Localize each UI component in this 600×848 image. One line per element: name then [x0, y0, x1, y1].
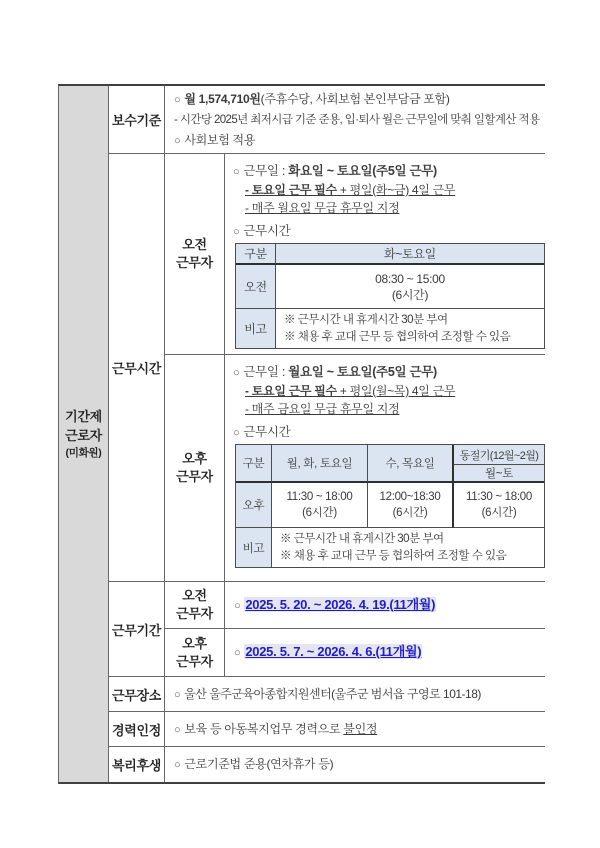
col-header-days-1: 월, 화, 토요일 [272, 445, 368, 483]
worker-type-header [59, 86, 109, 782]
info-table [58, 84, 545, 784]
period-morning-content [225, 582, 545, 628]
circle-bullet-icon: ○ [174, 688, 181, 701]
row-work-place [109, 677, 545, 712]
circle-bullet-icon: ○ [233, 367, 240, 379]
winter-days-header: 월~토 [454, 465, 544, 483]
pay-detail-line: - 시간당 2025년 최저시급 기준 준용, 입·퇴사 월은 근무일에 맞춰 일할계산 적용 [174, 113, 540, 126]
condition-line: - 매주 금요일 무급 휴무일 지정 [245, 402, 400, 416]
circle-bullet-icon: ○ [174, 759, 181, 771]
period-morning [165, 582, 545, 629]
welfare-content: ○ 근로기준법 준용(연차휴가 등) [174, 757, 334, 771]
row-label-work-time: 근무시간 [109, 154, 165, 581]
circle-bullet-icon: ○ [174, 723, 181, 736]
period-afternoon-link[interactable]: 2025. 5. 7. ~ 2026. 4. 6.(11개월) [245, 644, 422, 659]
workday-line: ○ 근무일 : 화요일 ~ 토요일(주5일 근무) [233, 164, 437, 178]
worker-type-note: (미화원) [65, 447, 102, 459]
morning-time-table [235, 243, 545, 349]
note-cell: ※ 근무시간 내 휴게시간 30분 부여 ※ 채용 후 교대 근무 등 협의하여 조정할 수 있음 [284, 313, 511, 343]
time-cell: 08:30 ~ 15:00 (6시간) [276, 265, 544, 309]
row-label-pay: 보수기준 [109, 86, 165, 153]
career-content: ○ 보육 등 아동복지업무 경력으로 불인정 [174, 721, 378, 736]
sublabel-afternoon-worker: 오후 근무자 [165, 355, 225, 581]
col-header-gubun: 구분 [236, 445, 272, 483]
period-morning-link[interactable]: 2025. 5. 20. ~ 2026. 4. 19.(11개월) [245, 596, 436, 612]
row-pay [109, 86, 545, 154]
row-label-work-place: 근무장소 [109, 677, 165, 711]
condition-line: - 토요일 근무 필수 + 평일(월~목) 4일 근무 [245, 384, 456, 398]
sublabel-morning-worker: 오전 근무자 [165, 582, 225, 628]
circle-bullet-icon: ○ [234, 599, 241, 612]
note-row-label: 비고 [236, 309, 276, 348]
time-cell: 11:30 ~ 18:00 (6시간) [272, 483, 368, 528]
row-work-time [109, 154, 545, 582]
col-header-days-2: 수, 목요일 [368, 445, 454, 483]
sublabel-morning-worker: 오전 근무자 [165, 154, 225, 354]
row-welfare [109, 747, 545, 782]
work-place-content: ○ 울산 울주군육아종합지원센터(울주군 범서읍 구영로 101-18) [174, 686, 481, 701]
row-label-career: 경력인정 [109, 712, 165, 746]
career-emphasis: 불인정 [343, 721, 378, 736]
col-header-gubun: 구분 [236, 244, 276, 265]
circle-bullet-icon: ○ [233, 226, 240, 238]
worker-type-line: 근로자 [65, 428, 102, 443]
pay-insurance-line: ○ 사회보험 적용 [174, 132, 256, 147]
worker-type-line: 기간제 [65, 409, 102, 424]
afternoon-worker-section [165, 355, 545, 581]
note-cell: ※ 근무시간 내 휴게시간 30분 부여 ※ 채용 후 교대 근무 등 협의하여 조정할 수 있음 [280, 532, 507, 562]
col-header-days: 화~토요일 [276, 244, 544, 265]
morning-work-content [225, 154, 545, 354]
condition-line: - 토요일 근무 필수 + 평일(화~금) 4일 근무 [245, 183, 456, 197]
pay-content [165, 86, 545, 153]
time-cell: 11:30 ~ 18:00 (6시간) [454, 483, 544, 528]
note-row-label: 비고 [236, 528, 272, 567]
afternoon-work-content [225, 355, 545, 581]
circle-bullet-icon: ○ [174, 93, 181, 106]
period-afternoon [165, 629, 545, 676]
row-career [109, 712, 545, 747]
sublabel-afternoon-worker: 오후 근무자 [165, 629, 225, 676]
row-label-work-period: 근무기간 [109, 582, 165, 676]
period-afternoon-content [225, 629, 545, 676]
circle-bullet-icon: ○ [234, 647, 241, 659]
time-cell: 12:00~18:30 (6시간) [368, 483, 454, 528]
workday-line: ○ 근무일 : 월요일 ~ 토요일(주5일 근무) [233, 365, 437, 379]
time-title-line: ○ 근무시간 [233, 425, 291, 439]
time-title-line: ○ 근무시간 [233, 224, 291, 238]
morning-worker-section [165, 154, 545, 355]
row-work-period [109, 582, 545, 677]
pay-amount-line: ○ 월 1,574,710원(주휴수당, 사회보험 본인부담금 포함) [174, 91, 450, 106]
circle-bullet-icon: ○ [233, 166, 240, 178]
winter-header: 동절기(12월~2월) [454, 445, 544, 465]
row-label-welfare: 복리후생 [109, 747, 165, 782]
afternoon-time-table [235, 444, 545, 568]
time-row-label: 오전 [236, 265, 276, 309]
circle-bullet-icon: ○ [174, 134, 181, 147]
circle-bullet-icon: ○ [233, 427, 240, 439]
time-row-label: 오후 [236, 483, 272, 528]
condition-line: - 매주 월요일 무급 휴무일 지정 [245, 201, 400, 215]
